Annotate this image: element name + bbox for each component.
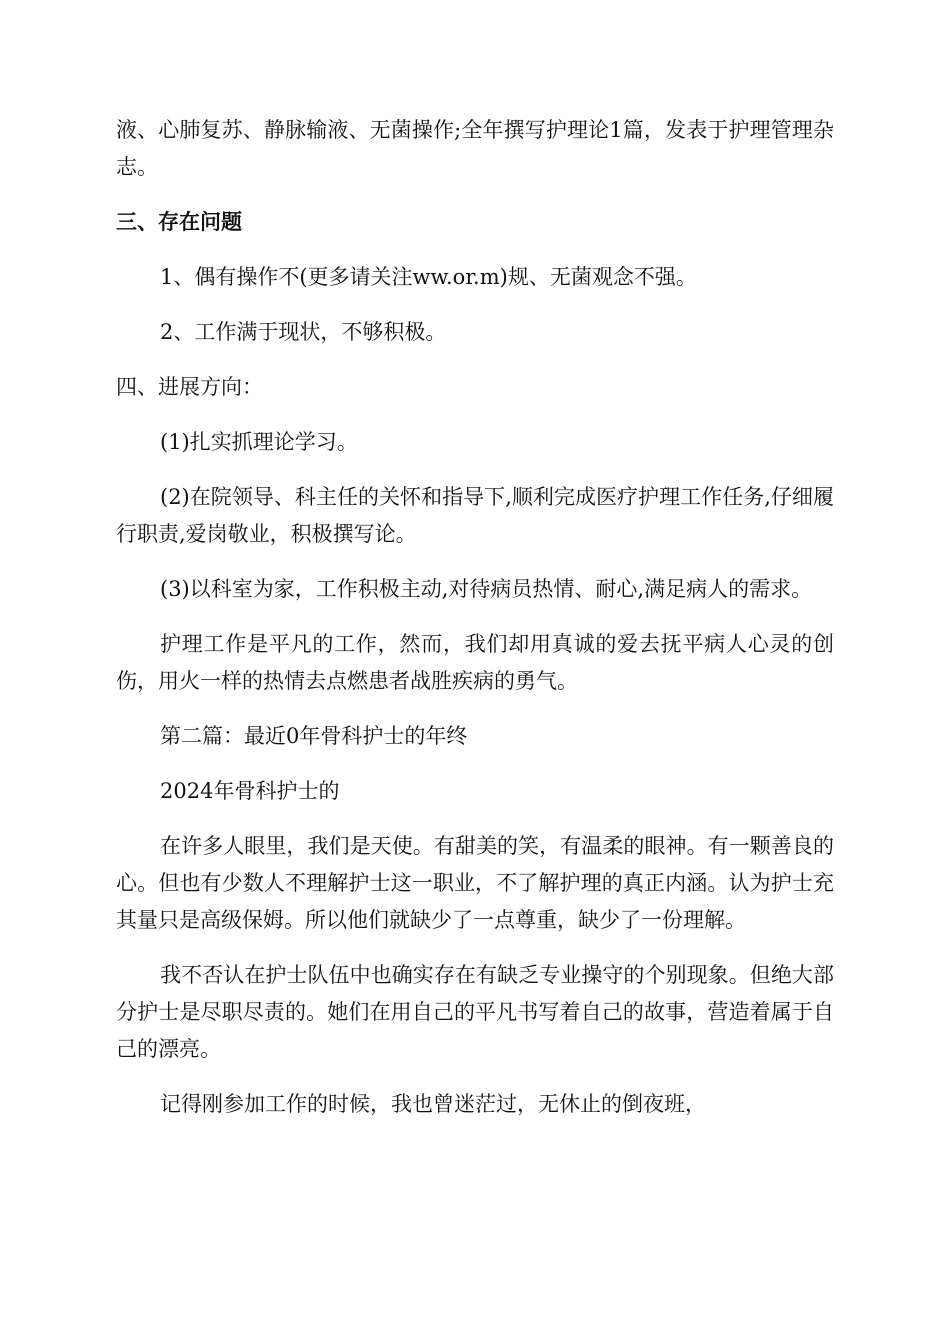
section-heading-direction: 四、进展方向： <box>116 375 263 399</box>
body-paragraph-angels: 在许多人眼里，我们是天使。有甜美的笑，有温柔的眼神。有一颗善良的心。但也有少数人不理解护士这一职业，不了解护理的真正内涵。认为护士充其量只是高级保姆。所以他们就缺少了一点尊重，缺少了一份理解。 <box>116 834 834 932</box>
summary-paragraph: 护理工作是平凡的工作，然而，我们却用真诚的爱去抚平病人心灵的创伤，用火一样的热情去点燃患者战胜疾病的勇气。 <box>116 632 834 693</box>
direction-item-1: (1)扎实抓理论学习。 <box>160 430 358 454</box>
body-paragraph-duty: 我不否认在护士队伍中也确实存在有缺乏专业操守的个别现象。但绝大部分护士是尽职尽责的。她们在用自己的平凡书写着自己的故事，营造着属于自己的漂亮。 <box>116 963 834 1061</box>
direction-item-3: (3)以科室为家，工作积极主动,对待病员热情、耐心,满足病人的需求。 <box>160 577 813 601</box>
second-article-title: 第二篇：最近0年骨科护士的年终 <box>160 724 468 748</box>
body-paragraph-memory: 记得刚参加工作的时候，我也曾迷茫过，无休止的倒夜班， <box>160 1092 706 1116</box>
second-article-subtitle: 2024年骨科护士的 <box>160 779 340 803</box>
problem-item-2: 2、工作满于现状，不够积极。 <box>160 320 447 344</box>
document-body <box>116 112 834 1141</box>
problem-item-1: 1、偶有操作不(更多请关注ww.or.m)规、无菌观念不强。 <box>160 265 697 289</box>
section-heading-problems: 三、存在问题 <box>116 210 242 234</box>
direction-item-2: (2)在院领导、科主任的关怀和指导下,顺利完成医疗护理工作任务,仔细履行职责,爱岗敬业，积极撰写论。 <box>116 485 834 546</box>
paragraph-continuation: 液、心肺复苏、静脉输液、无菌操作;全年撰写护理论1篇，发表于护理管理杂志。 <box>116 118 834 179</box>
